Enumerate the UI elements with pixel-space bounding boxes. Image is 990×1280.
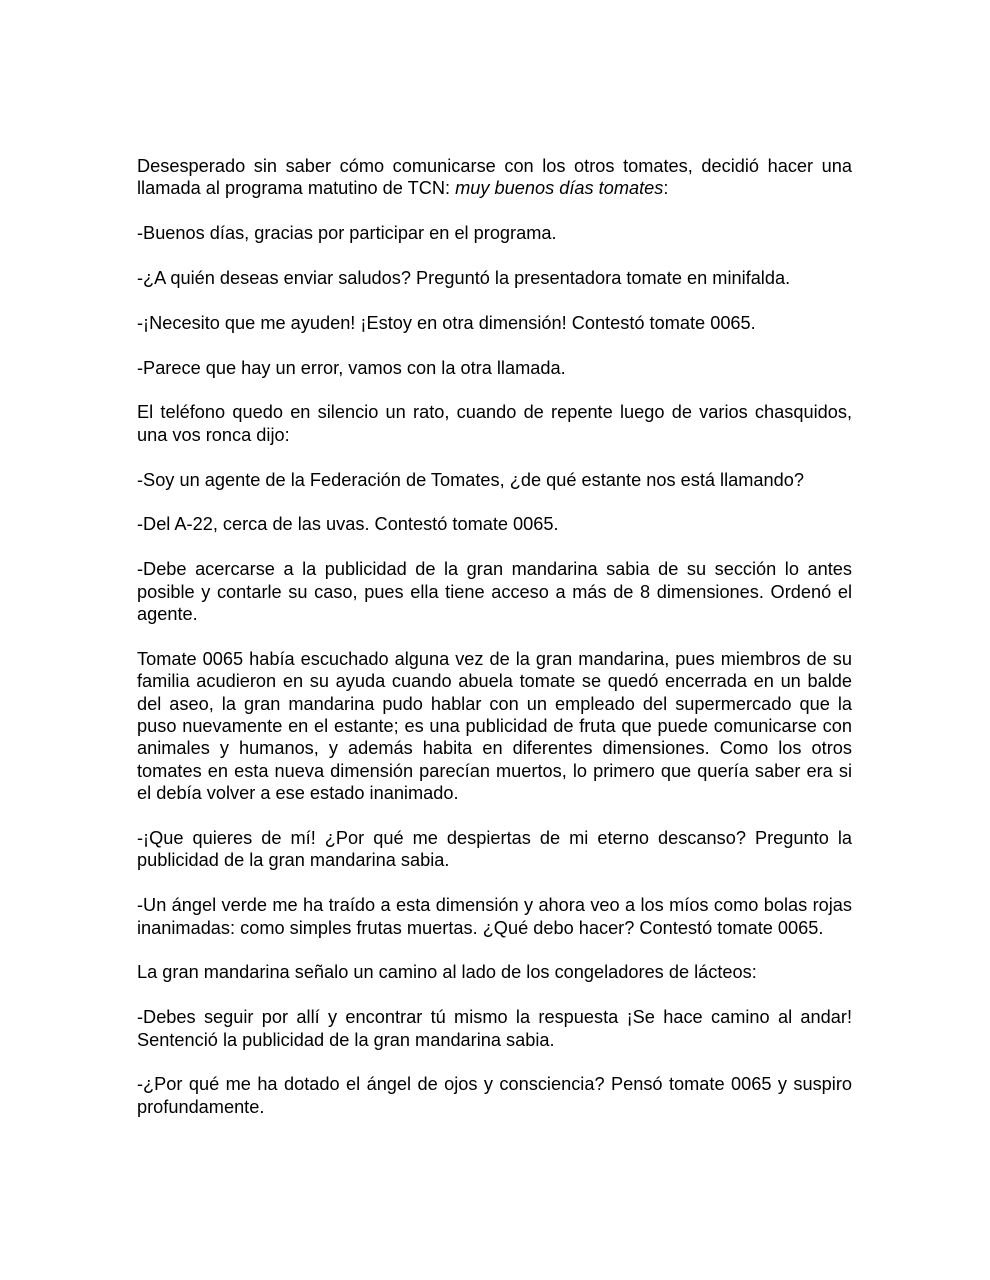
paragraph-3: -¿A quién deseas enviar saludos? Preguntó la presentadora tomate en minifalda.: [137, 268, 791, 288]
program-name-italic: muy buenos días tomates: [455, 178, 664, 199]
paragraph-4: -¡Necesito que me ayuden! ¡Estoy en otra dimensión! Contestó tomate 0065.: [137, 312, 756, 333]
paragraph-12: -Un ángel verde me ha traído a esta dimensión y ahora veo a los míos como bolas rojas inanimadas: como simples frutas muertas. ¿Qué debo hacer? Contestó tomate 0065.: [137, 895, 852, 938]
paragraph-13: La gran mandarina señalo un camino al lado de los congeladores de lácteos:: [137, 962, 757, 983]
paragraph-1-colon: :: [663, 178, 669, 199]
paragraph-15: -¿Por qué me ha dotado el ángel de ojos y consciencia? Pensó tomate 0065 y suspiro profundamente.: [137, 1074, 852, 1117]
document-body: [137, 155, 852, 1118]
paragraph-10: Tomate 0065 había escuchado alguna vez de la gran mandarina, pues miembros de su familia acudieron en su ayuda cuando abuela tomate se quedó encerrada en un balde del aseo, la gran mandarina pudo hablar con un empleado del supermercado que la puso nuevamente en el estante; es una publicidad de fruta que puede comunicarse con animales y humanos, y además habita en diferentes dimensiones. Como los otros tomates en esta nueva dimensión parecían muertos, lo primero que quería saber era si el debía volver a ese estado inanimado.: [137, 648, 852, 804]
paragraph-1: [137, 155, 852, 200]
paragraph-5: -Parece que hay un error, vamos con la otra llamada.: [137, 357, 566, 378]
paragraph-1-text: Desesperado sin saber cómo comunicarse con los otros tomates, decidió hacer una llamada al programa matutino de TCN:: [137, 156, 852, 199]
paragraph-11: -¡Que quieres de mí! ¿Por qué me despiertas de mi eterno descanso? Pregunto la publicidad de la gran mandarina sabia.: [137, 828, 852, 871]
paragraph-14: -Debes seguir por allí y encontrar tú mismo la respuesta ¡Se hace camino al andar! Sentenció la publicidad de la gran mandarina sabia.: [137, 1007, 852, 1050]
paragraph-2: -Buenos días, gracias por participar en el programa.: [137, 223, 557, 244]
paragraph-9: -Debe acercarse a la publicidad de la gran mandarina sabia de su sección lo antes posible y contarle su caso, pues ella tiene acceso a más de 8 dimensiones. Ordenó el agente.: [137, 559, 852, 624]
paragraph-8: -Del A-22, cerca de las uvas. Contestó tomate 0065.: [137, 514, 559, 535]
paragraph-7: -Soy un agente de la Federación de Tomates, ¿de qué estante nos está llamando?: [137, 469, 804, 490]
paragraph-6: El teléfono quedo en silencio un rato, cuando de repente luego de varios chasquidos, una vos ronca dijo:: [137, 402, 852, 445]
